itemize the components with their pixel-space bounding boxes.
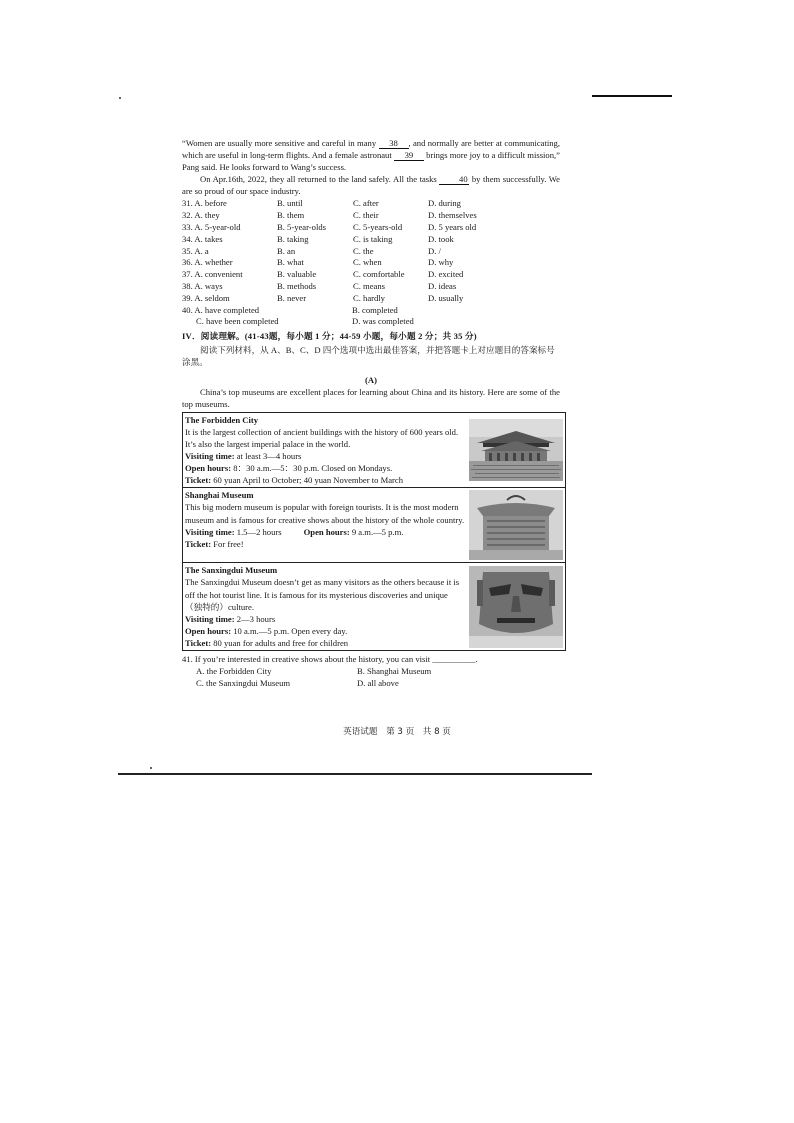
passage-text: “Women are usually more sensitive and careful in many [182,138,379,148]
option-a: 36. A. whether [182,257,233,268]
option-d: D. why [428,257,454,268]
option-d: D. / [428,245,441,256]
museum-row [183,563,565,650]
option-a: 34. A. takes [182,233,223,244]
museum-name: The Sanxingdui Museum [185,565,278,576]
option-a: A. the Forbidden City [196,666,272,677]
cloze-options [182,197,560,327]
passage-text: by them successfully. We are so proud of our space industry. [182,174,560,197]
field-value: 9 a.m.—5 p.m. [349,526,404,537]
option-d: D. all above [357,678,399,689]
option-c: C. is taking [353,233,393,244]
ticket [185,538,465,550]
option-c: C. after [353,198,379,209]
option-d: D. themselves [428,210,477,221]
option-row [182,221,560,233]
scan-speck [150,767,152,769]
option-c: C. when [353,257,382,268]
museum-description: This big modern museum is popular with foreign tourists. It is the most modern museum and is famous for creative shows about the history of the whole country. [185,502,465,525]
option-row [182,197,560,209]
option-b: B. never [277,292,307,303]
option-d: D. ideas [428,281,457,292]
option-c: C. the Sanxingdui Museum [196,678,291,689]
scan-speck [119,97,121,99]
option-d: D. was completed [352,316,414,327]
museum-info [183,563,467,650]
q41-options-row2 [182,677,560,689]
option-c: C. means [353,281,385,292]
museum-name: Shanghai Museum [185,490,254,501]
option-a: 31. A. before [182,198,227,209]
shanghai-museum-photo [469,490,563,560]
option-c: C. 5-years-old [353,222,403,233]
option-b: B. an [277,245,296,256]
option-a: 38. A. ways [182,281,223,292]
museum-description: It is the largest collection of ancient buildings with the history of 600 years old. It’s also the largest imperial palace in the world. [185,426,459,449]
option-c: C. their [353,210,379,221]
option-c: C. hardly [353,292,385,303]
option-a: 33. A. 5-year-old [182,222,241,233]
option-row [182,233,560,245]
museum-name: The Forbidden City [185,414,259,425]
blank-39: 39 [394,150,424,161]
blank-40: 40 [439,174,469,185]
option-b: B. Shanghai Museum [357,666,432,677]
option-d: D. excited [428,269,464,280]
option-row [182,245,560,257]
option-c: C. have been completed [196,316,279,327]
museum-info [183,488,467,562]
museum-row [183,488,565,563]
passage-intro: China’s top museums are excellent places for learning about China and its history. Here are some of the top museums. [182,386,560,409]
option-d: D. during [428,198,461,209]
field-label: Open hours: [185,625,232,636]
ticket [185,637,465,649]
field-label: Visiting time: [185,451,235,462]
option-a: 35. A. a [182,245,209,256]
field-label: Ticket: [185,637,212,648]
field-value: at least 3—4 hours [234,451,302,462]
option-a: 37. A. convenient [182,269,243,280]
question-blank: __________. [432,654,478,665]
field-label: Open hours: [303,526,350,537]
field-value: For free! [211,538,244,549]
option-d: D. 5 years old [428,222,477,233]
option-row [182,256,560,268]
page-content [182,137,560,689]
option-b: B. until [277,198,303,209]
field-label: Open hours: [185,463,232,474]
forbidden-city-photo [469,419,563,481]
visiting-and-open-hours [185,526,465,538]
option-row [182,268,560,280]
field-value: 80 yuan for adults and free for children [211,637,349,648]
passage-paragraph-2 [182,173,560,197]
option-row [182,209,560,221]
open-hours [185,462,465,474]
option-b: B. taking [277,233,309,244]
passage-label: (A) [365,374,377,385]
field-label: Visiting time: [185,613,235,624]
option-b: B. 5-year-olds [277,222,326,233]
section-heading: IV．阅读理解。(41-43题，每小题 1 分；44-59 小题，每小题 2 分；共 35 分) [182,331,477,342]
passage-paragraph-1 [182,137,560,173]
section-instruction: 阅读下列材料，从 A、B、C、D 四个选项中选出最佳答案，并把答题卡上对应题目的答案标号涂黑。 [182,345,555,368]
passage-text: , and normally are better at communicating, which are useful in long-term flights. And a female astronaut [182,138,560,161]
option-c: C. the [353,245,374,256]
option-b: B. valuable [277,269,317,280]
option-row [182,292,560,304]
field-label: Ticket: [185,538,212,549]
option-c: C. comfortable [353,269,405,280]
visiting-time [185,613,465,625]
option-row [182,280,560,292]
field-value: 1.5—2 hours [234,526,282,537]
field-value: 60 yuan April to October; 40 yuan November to March [211,475,403,486]
passage-text: brings more joy to a difficult mission,” Pang said. He looks forward to Wang’s success. [182,150,560,173]
ticket [185,474,465,486]
bottom-rule [118,773,592,775]
museum-description: The Sanxingdui Museum doesn’t get as many visitors as the others because it is off the hot tourist line. It is famous for its mysterious discoveries and unique（独特的）culture. [185,577,460,612]
top-rule [592,95,672,97]
visiting-time [185,450,465,462]
open-hours [185,625,465,637]
museum-photo-cell [467,563,565,650]
option-b: B. them [277,210,305,221]
option-b: B. what [277,257,304,268]
question-stem: 41. If you’re interested in creative shows about the history, you can visit [182,654,433,665]
option-a: 32. A. they [182,210,220,221]
option-a: 39. A. seldom [182,292,230,303]
field-label: Ticket: [185,475,212,486]
option-b: B. methods [277,281,317,292]
field-value: 2—3 hours [234,613,276,624]
passage-text: On Apr.16th, 2022, they all returned to the land safely. All the tasks [200,174,440,185]
bronze-mask-photo [469,566,563,648]
option-row-40a [182,304,560,316]
museum-row [183,413,565,489]
museum-photo-cell [467,413,565,488]
field-value: 8：30 a.m.—5：30 p.m. Closed on Mondays. [231,463,393,474]
museum-photo-cell [467,488,565,562]
option-b: B. completed [352,304,398,315]
field-label: Visiting time: [185,526,235,537]
museum-table [182,412,566,651]
museum-info [183,413,467,488]
question-41 [182,653,560,665]
page-footer: 英语试题 第 3 页 共 8 页 [343,727,451,737]
option-d: D. took [428,233,454,244]
field-value: 10 a.m.—5 p.m. Open every day. [231,625,348,636]
option-d: D. usually [428,292,464,303]
option-a: 40. A. have completed [182,304,260,315]
blank-38: 38 [379,138,409,149]
q41-options-row1 [182,665,560,677]
option-row-40b [182,315,560,327]
